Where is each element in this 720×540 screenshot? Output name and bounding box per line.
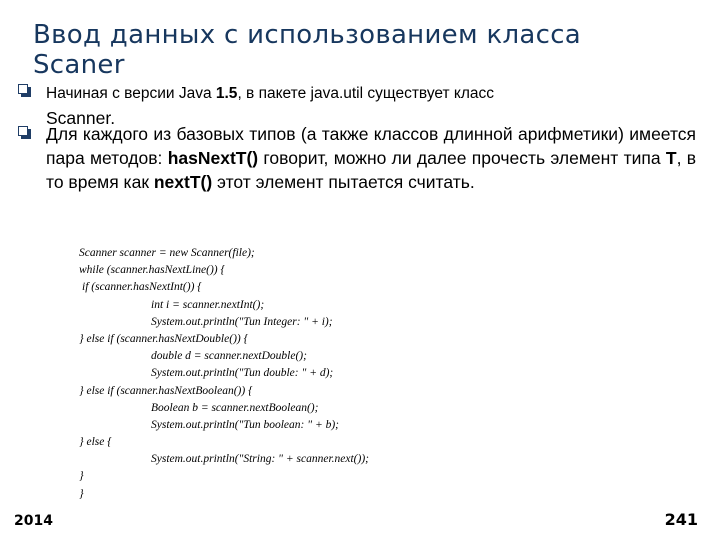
code-line: while (scanner.hasNextLine()) { <box>79 264 226 277</box>
code-line: } else if (scanner.hasNextBoolean()) { <box>79 384 253 397</box>
bullet-text-part: этот элемент пытается считать. <box>212 172 475 192</box>
code-line: } <box>79 487 84 500</box>
bullet-text-part: Для каждого из базовых типов (а также классов длинной арифметики) имеется пара методов: <box>46 124 696 168</box>
bullet-text-bold: nextT() <box>153 172 213 192</box>
square-bullet-icon <box>18 126 28 136</box>
code-line: if (scanner.hasNextInt()) { <box>82 281 202 294</box>
bullet-text-part: , в то время как <box>46 148 696 192</box>
bullet-text-part: Начиная с версии Java <box>46 85 216 102</box>
code-line: System.out.println("Tun double: " + d); <box>151 367 334 380</box>
bullet-text-bold: hasNextT() <box>167 148 259 168</box>
footer-year: 2014 <box>14 513 53 529</box>
code-line: Boolean b = scanner.nextBoolean(); <box>151 401 319 414</box>
code-line: System.out.println("Tun boolean: " + b); <box>151 418 339 431</box>
code-line: Scanner scanner = new Scanner(file); <box>79 247 255 259</box>
bullet-text-part: говорит, можно ли далее прочесть элемент типа <box>258 148 666 168</box>
code-line: System.out.println("String: " + scanner.next()); <box>151 453 369 466</box>
code-line: int i = scanner.nextInt(); <box>151 298 265 311</box>
bullet-text <box>46 122 696 194</box>
bullet-text-part: Scanner. <box>46 108 116 128</box>
bullet-text-bold: 1.5 <box>215 85 238 102</box>
code-block <box>79 245 639 503</box>
slide-title: Ввод данных с использованием класса Scaner <box>33 20 582 80</box>
bullet-text-bold: T <box>665 148 677 168</box>
page-number: 241 <box>664 510 698 529</box>
code-line: System.out.println("Tun Integer: " + i); <box>151 315 333 328</box>
bullet-text-part: , в пакете java.util существует класс <box>237 85 495 102</box>
code-line: } else { <box>79 436 112 449</box>
code-line: double d = scanner.nextDouble(); <box>151 350 307 363</box>
square-bullet-icon <box>18 84 28 94</box>
code-line: } else if (scanner.hasNextDouble()) { <box>79 332 249 345</box>
code-line: } <box>79 470 84 483</box>
